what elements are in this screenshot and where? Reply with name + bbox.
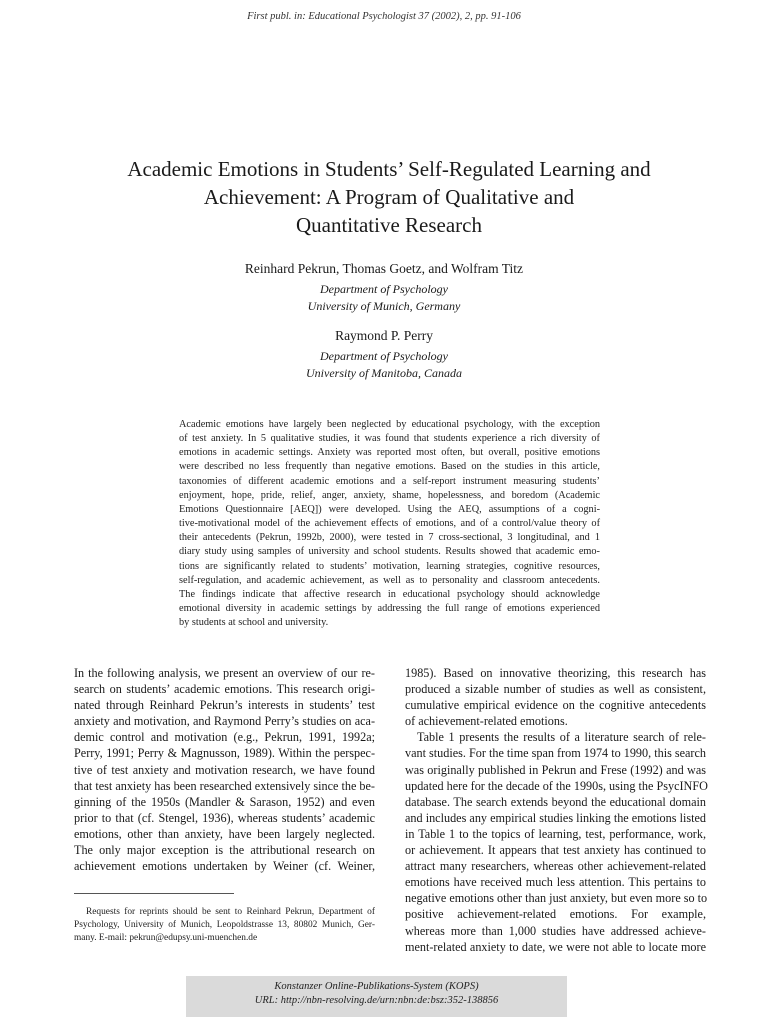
abstract-line: their antecedents (Pekrun, 1992b, 2000), were tested in 7 cross-sectional, 3 longitudinal, and 1: [179, 532, 600, 544]
abstract-line: Academic emotions have largely been neglected by educational psychology, with the exception: [179, 419, 600, 430]
body-line: cumulative empirical evidence on the cognitive antecedents: [405, 698, 706, 713]
body-line: Table 1 presents the results of a literature search of rele-: [417, 730, 706, 745]
body-line: vant studies. For the time span from 1974 to 1990, this search: [405, 746, 706, 761]
abstract-line: by students at school and university.: [179, 617, 329, 629]
body-line: of achievement-related emotions.: [405, 714, 568, 729]
abstract: [179, 418, 600, 630]
abstract-line: diary study using samples of university and school students. Results showed that academic emo-: [179, 546, 600, 558]
body-line: achievement emotions undertaken by Weiner (cf. Weiner,: [74, 859, 375, 874]
body-line: Perry, 1991; Perry & Magnusson, 1989). Within the perspec-: [74, 746, 375, 761]
body-line: emotions have received much less attention. This pertains to: [405, 875, 706, 890]
abstract-line: self-regulation, and academic achievement, as well as to personality and classroom antecedents.: [179, 574, 600, 586]
footnote-line: Requests for reprints should be sent to Reinhard Pekrun, Department of: [86, 907, 375, 917]
body-column-right: [405, 665, 706, 955]
body-line: or achievement. It appears that test anxiety has continued to: [405, 843, 706, 858]
kops-repository-box: [186, 976, 567, 1017]
abstract-line: tive-motivational model of the achievement effects of emotions, and of a control/value theory of: [179, 518, 600, 530]
body-column-left: [74, 665, 375, 874]
kops-system-name: Konstanzer Online-Publikations-System (KOPS): [274, 981, 479, 992]
body-line: prior to that (cf. Stengel, 1936), whereas students’ academic: [74, 810, 375, 825]
abstract-line: tions are significantly related to students’ motivation, learning strategies, cognitive resources,: [179, 560, 600, 572]
footnote-divider: [74, 893, 234, 894]
body-line: tive of test anxiety and motivation research, we have found: [74, 762, 375, 777]
body-line: search on students’ academic emotions. This research origi-: [74, 682, 375, 697]
title-line: Achievement: A Program of Qualitative and: [203, 185, 575, 209]
footnote: [74, 906, 375, 946]
author-perry: Raymond P. Perry: [335, 328, 433, 343]
affiliation-department: Department of Psychology: [320, 282, 448, 296]
affiliation-university: University of Munich, Germany: [307, 299, 461, 313]
body-line: whereas more than 1,000 studies have addressed achieve-: [405, 923, 706, 938]
body-line: positive achievement-related emotions. For example,: [405, 907, 706, 922]
body-line: anxiety and motivation, and Raymond Perry’s studies on aca-: [74, 714, 375, 729]
body-line: 1985). Based on innovative theorizing, this research has: [405, 666, 706, 680]
paper-title: [90, 155, 688, 239]
affiliation-university: University of Manitoba, Canada: [306, 366, 462, 380]
body-line: negative emotions other than just anxiety, but even more so to: [405, 891, 708, 906]
footnote-line: many. E-mail: pekrun@edupsy.uni-muenchen.de: [74, 933, 258, 944]
affiliation-munich: [0, 281, 768, 315]
abstract-line: of test anxiety. In 5 qualitative studies, it was found that students experience a rich diversity of: [179, 433, 600, 445]
body-line: attract many researchers, whereas other achievement-related: [405, 859, 706, 874]
abstract-line: Emotions Questionnaire [AEQ]) were developed. Using the AEQ, assumptions of a cogni-: [179, 503, 600, 515]
body-line: and includes any empirical studies linking the emotions listed: [405, 810, 706, 825]
body-line: was originally published in Pekrun and Frese (1992) and was: [405, 762, 706, 777]
abstract-line: emotions in academic settings. Anxiety was reported most often, but overall, positive emotions: [179, 447, 600, 459]
abstract-line: were described no less frequently than negative emotions. Based on the studies in this article,: [179, 461, 600, 473]
body-line: ment-related anxiety to date, we were not able to locate more: [405, 939, 706, 954]
footnote-line: Psychology, University of Munich, Leopoldstrasse 13, 80802 Munich, Ger-: [74, 920, 375, 931]
body-line: The only major exception is the attributional research on: [74, 843, 375, 858]
body-line: produced a sizable number of studies as well as consistent,: [405, 682, 706, 697]
body-line: updated here for the decade of the 1990s, using the PsycINFO: [405, 778, 708, 793]
affiliation-department: Department of Psychology: [320, 349, 448, 363]
body-line: that test anxiety has been researched extensively since the be-: [74, 778, 375, 793]
body-line: nated through Reinhard Pekrun’s interests in students’ test: [74, 698, 375, 713]
abstract-line: emotional diversity in academic settings by addressing the full range of emotions experienced: [179, 603, 600, 615]
body-line: emotions, other than anxiety, have been largely neglected.: [74, 826, 375, 841]
publication-note: First publ. in: Educational Psychologist 37 (2002), 2, pp. 91-106: [247, 11, 521, 22]
author-list: Reinhard Pekrun, Thomas Goetz, and Wolfram Titz: [244, 261, 524, 276]
body-line: database. The search extends beyond the educational domain: [405, 794, 706, 809]
abstract-line: taxonomies of different academic emotions and a self-report instrument measuring students’: [179, 475, 600, 487]
body-line: in Table 1 to the topics of learning, test, performance, work,: [405, 826, 706, 841]
body-line: demic control and motivation (e.g., Pekrun, 1991, 1992a;: [74, 730, 375, 745]
body-line: ginning of the 1950s (Mandler & Sarason, 1952) and even: [74, 794, 375, 809]
abstract-line: enjoyment, hope, pride, relief, anger, anxiety, shame, hopelessness, and boredom (Academic: [179, 489, 600, 501]
title-line: Academic Emotions in Students’ Self-Regulated Learning and: [127, 157, 651, 181]
affiliation-manitoba: [0, 348, 768, 382]
abstract-line: The findings indicate that affective research in educational psychology should acknowledge: [179, 588, 600, 600]
body-line: In the following analysis, we present an overview of our re-: [74, 666, 375, 680]
kops-url[interactable]: URL: http://nbn-resolving.de/urn:nbn:de:bsz:352-138856: [254, 994, 499, 1006]
title-line: Quantitative Research: [295, 213, 482, 237]
